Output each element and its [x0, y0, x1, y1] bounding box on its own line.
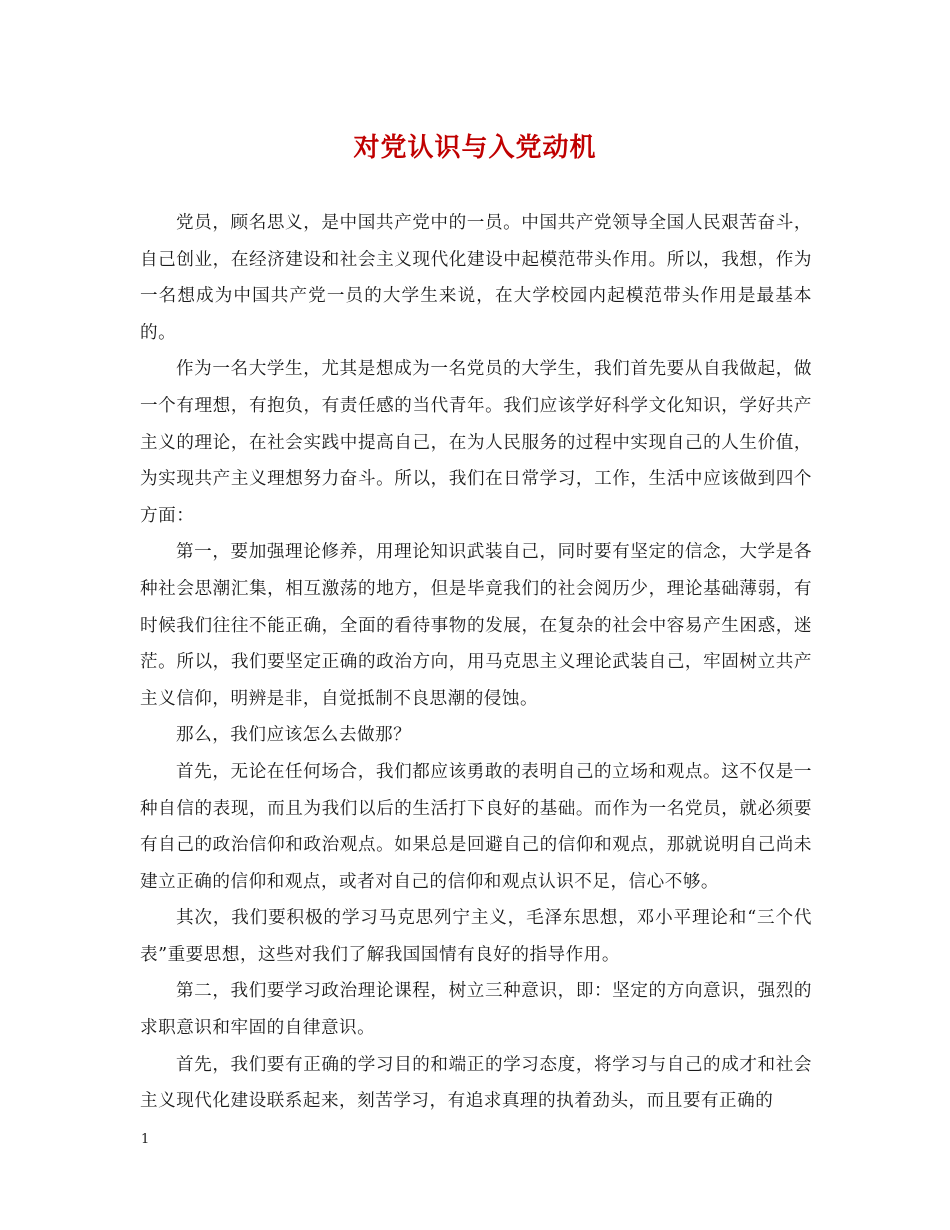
document-body: [140, 205, 812, 1120]
paragraph: 首先，我们要有正确的学习目的和端正的学习态度，将学习与自己的成才和社会主义现代化建设联系起来，刻苦学习，有追求真理的执着劲头，而且要有正确的: [140, 1054, 812, 1112]
paragraph: 那么，我们应该怎么去做那？: [176, 725, 412, 746]
document-title: 对党认识与入党动机: [353, 133, 597, 163]
paragraph: 党员，顾名思义，是中国共产党中的一员。中国共产党领导全国人民艰苦奋斗，自己创业，在经济建设和社会主义现代化建设中起模范带头作用。所以，我想，作为一名想成为中国共产党一员的大学生来说，在大学校园内起模范带头作用是最基本的。: [140, 213, 812, 343]
paragraph: 第一，要加强理论修养，用理论知识武装自己，同时要有坚定的信念，大学是各种社会思潮汇集，相互激荡的地方，但是毕竟我们的社会阅历少，理论基础薄弱，有时候我们往往不能正确，全面的看待事物的发展，在复杂的社会中容易产生困惑，迷茫。所以，我们要坚定正确的政治方向，用马克思主义理论武装自己，牢固树立共产主义信仰，明辨是非，自觉抵制不良思潮的侵蚀。: [140, 542, 812, 709]
paragraph: 作为一名大学生，尤其是想成为一名党员的大学生，我们首先要从自我做起，做一个有理想，有抱负，有责任感的当代青年。我们应该学好科学文化知识，学好共产主义的理论，在社会实践中提高自己，在为人民服务的过程中实现自己的人生价值，为实现共产主义理想努力奋斗。所以，我们在日常学习，工作，生活中应该做到四个方面：: [140, 359, 812, 526]
paragraph: 其次，我们要积极的学习马克思列宁主义，毛泽东思想，邓小平理论和“三个代表”重要思想，这些对我们了解我国国情有良好的指导作用。: [140, 908, 812, 965]
page-number: 1: [141, 1132, 150, 1147]
paragraph: 第二，我们要学习政治理论课程，树立三种意识，即：坚定的方向意识，强烈的求职意识和牢固的自律意识。: [140, 981, 812, 1039]
paragraph: 首先，无论在任何场合，我们都应该勇敢的表明自己的立场和观点。这不仅是一种自信的表现，而且为我们以后的生活打下良好的基础。而作为一名党员，就必须要有自己的政治信仰和政治观点。如果总是回避自己的信仰和观点，那就说明自己尚未建立正确的信仰和观点，或者对自己的信仰和观点认识不足，信心不够。: [140, 761, 812, 892]
